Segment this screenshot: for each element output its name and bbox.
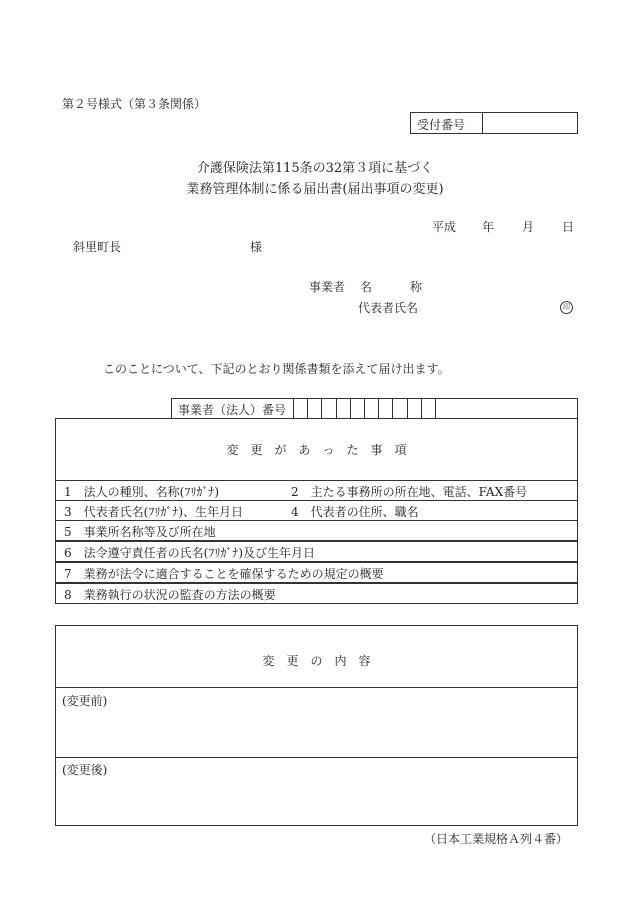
changed-item-row[interactable]: [55, 583, 578, 604]
changed-item-1: 1 法人の種別、名称(ﾌﾘｶﾞﾅ): [64, 485, 219, 499]
changed-item-8: 8 業務執行の状況の監査の方法の概要: [64, 588, 276, 602]
operator-number-digit-cell[interactable]: [378, 399, 392, 418]
operator-number-box: [171, 398, 578, 419]
operator-number-digit-cell[interactable]: [392, 399, 406, 418]
changed-item-7: 7 業務が法令に適合することを確保するための規定の概要: [64, 567, 384, 581]
operator-number-digit-cell[interactable]: [350, 399, 364, 418]
operator-number-digit-cell[interactable]: [421, 399, 435, 418]
operator-name-label-1: 名: [360, 280, 373, 294]
form-title-line1: 介護保険法第115条の32第３項に基づく: [196, 161, 434, 176]
operator-number-label: 事業者（法人）番号: [178, 403, 287, 417]
changed-item-6: 6 法令遵守責任者の氏名(ﾌﾘｶﾞﾅ)及び生年月日: [64, 546, 315, 560]
paper-size-note: （日本工業規格Ａ列４番）: [424, 832, 569, 846]
seal-mark-icon: 印: [560, 301, 573, 314]
operator-number-digit-cell[interactable]: [321, 399, 335, 418]
changed-items-header: 変 更 が あ っ た 事 項: [226, 443, 407, 457]
change-content-box: [55, 625, 578, 826]
form-number: 第２号様式（第３条関係）: [62, 97, 207, 111]
divider: [56, 757, 577, 758]
date-day-label: 日: [562, 220, 575, 234]
changed-items-header-box: [55, 418, 578, 481]
representative-name-label: 代表者氏名: [358, 301, 419, 315]
divider: [56, 687, 577, 688]
before-change-field[interactable]: [62, 710, 570, 754]
form-title-line2: 業務管理体制に係る届出書(届出事項の変更): [186, 182, 444, 197]
changed-item-4: 4 代表者の住所、職名: [291, 505, 419, 519]
operator-number-digit-cell[interactable]: [293, 399, 307, 418]
date-month-label: 月: [522, 220, 535, 234]
changed-item-3: 3 代表者氏名(ﾌﾘｶﾞﾅ)、生年月日: [64, 505, 243, 519]
changed-item-row[interactable]: [55, 520, 578, 541]
reception-number-field[interactable]: [482, 113, 577, 133]
changed-item-row[interactable]: [55, 541, 578, 562]
operator-number-digit-cell[interactable]: [336, 399, 350, 418]
operator-name-label-2: 称: [410, 280, 423, 294]
reception-number-box: [410, 112, 578, 134]
change-content-header: 変 更 の 内 容: [262, 654, 371, 668]
changed-item-2: 2 主たる事務所の所在地、電話、FAX番号: [291, 485, 528, 499]
operator-label: 事業者: [309, 280, 346, 294]
changed-item-5: 5 事業所名称等及び所在地: [64, 525, 216, 539]
operator-number-digit-cell[interactable]: [364, 399, 378, 418]
before-change-label: (変更前): [62, 694, 108, 708]
operator-number-digit-cell[interactable]: [307, 399, 321, 418]
addressee-honorific: 様: [250, 240, 263, 254]
operator-number-digit-cell[interactable]: [435, 399, 449, 418]
date-era: 平成: [432, 220, 457, 234]
changed-item-row[interactable]: [55, 500, 578, 521]
after-change-label: (変更後): [62, 763, 108, 777]
changed-item-row[interactable]: [55, 562, 578, 583]
changed-item-row[interactable]: [55, 480, 578, 501]
reception-number-label: 受付番号: [417, 118, 466, 132]
date-year-label: 年: [482, 220, 495, 234]
statement-text: このことについて、下記のとおり関係書類を添えて届け出ます。: [103, 362, 450, 376]
after-change-field[interactable]: [62, 779, 570, 823]
operator-number-digit-cell[interactable]: [407, 399, 421, 418]
addressee-name: 斜里町長: [73, 240, 122, 254]
